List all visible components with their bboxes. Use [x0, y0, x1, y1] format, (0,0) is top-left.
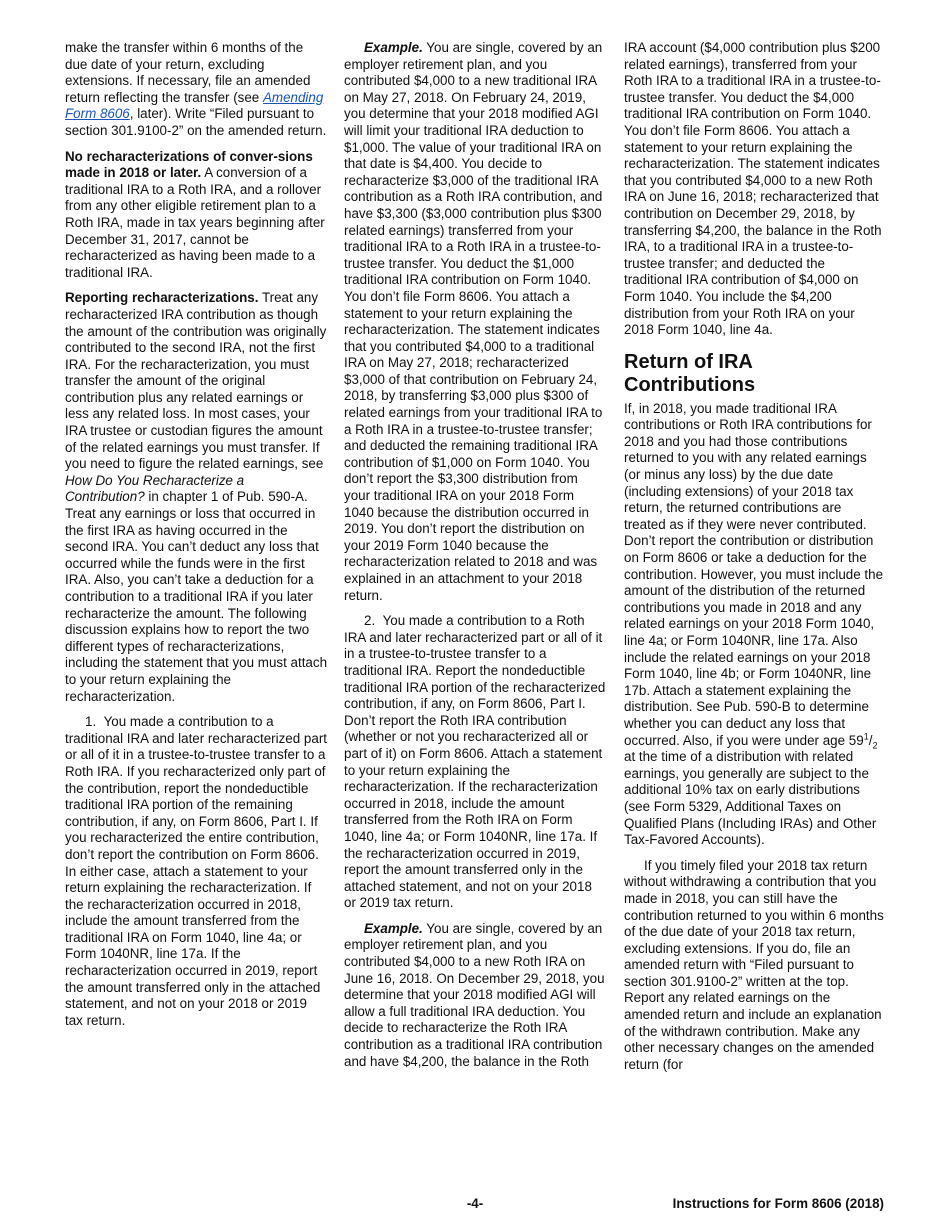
column-left: [65, 40, 327, 1038]
paragraph: 2. You made a contribution to a Roth IRA and later recharacterized part or all of it in a trustee-to-trustee transfer to a traditional IRA. Report the nondeductible traditional IRA portion of the recharacterized contribution, if any, on Form 8606, Part I. Don’t report the Roth IRA contribution (whether or not you recharacterized all or part of it) on Form 8606. Attach a statement to your return explaining the recharacterization. If the recharacterization occurred in 2018, include the amount transferred from the Roth IRA on Form 1040, line 4a; or Form 1040NR, line 17a. If the recharacterization occurred in 2019, report the amount transferred only in the attached statement, and not on your 2018 or 2019 tax return.: [344, 613, 606, 911]
section-heading: Return of IRA Contributions: [624, 350, 756, 396]
example-label: Example.: [364, 920, 423, 936]
footer-title: Instructions for Form 8606 (2018): [672, 1196, 884, 1211]
paragraph: No recharacterizations of conver-sions made in 2018 or later. A conversion of a traditional IRA to a Roth IRA, and a rollover from any other eligible retirement plan to a Roth IRA, made in tax years beginning after December 31, 2017, cannot be recharacterized as having been made to a traditional IRA.: [65, 148, 325, 280]
paragraph: 1. You made a contribution to a traditional IRA and later recharacterized part or all of it in a trustee-to-trustee transfer to a Roth IRA. If you recharacterized only part of the contribution, report the nondeductible traditional IRA portion of the remaining contribution, if any, on Form 8606, Part I. If you recharacterized the entire contribution, don’t report the contribution on Form 8606. In either case, attach a statement to your return explaining the recharacterization. If the recharacterization occurred in 2018, include the amount transferred from the traditional IRA on Form 1040, line 4a; or Form 1040NR, line 17a. If the recharacterization occurred in 2019, report the amount transferred only in the attached statement, and not on your 2018 or 2019 tax return.: [65, 714, 327, 1028]
fraction-slash: /: [868, 732, 873, 748]
paragraph: make the transfer within 6 months of the due date of your return, excluding extensions. If necessary, file an amended return reflecting the transfer (see Amending Form 8606, later). Write “Filed pursuant to section 301.9100-2” on the amended return.: [65, 40, 327, 138]
column-middle: [344, 40, 606, 1079]
paragraph: Example. You are single, covered by an employer retirement plan, and you contributed $4,000 to a new Roth IRA on June 16, 2018. On December 29, 2018, you determine that your 2018 modified AGI will allow a full traditional IRA deduction. You decide to recharacterize the Roth IRA contribution as a traditional IRA contribution and have $4,200, the balance in the Roth: [344, 920, 605, 1069]
paragraph: Reporting recharacterizations. Treat any recharacterized IRA contribution as though the amount of the contribution was originally contributed to the second IRA, not the first IRA. For the recharacterization, you must transfer the amount of the original contribution plus any related earnings or less any related loss. In most cases, your IRA trustee or custodian figures the amount of the related earnings you must transfer. If you need to figure the related earnings, see How Do You Recharacterize a Contribution? in chapter 1 of Pub. 590-A. Treat any earnings or loss that occurred in the first IRA as having occurred in the second IRA. You can’t deduct any loss that occurred while the funds were in the first IRA. Also, you can’t take a deduction for a contribution to a traditional IRA if you later recharacterize the amount. The following discussion explains how to report the two different types of recharacterizations, including the statement that you must attach to your return explaining the recharacterization.: [65, 290, 328, 704]
fraction-numerator: 1: [863, 731, 869, 742]
paragraph: If, in 2018, you made traditional IRA contributions or Roth IRA contributions for 2018 and you had those contributions returned to you with any related earnings (or minus any loss) by the due date (including extensions) of your 2018 tax return, the returned contributions are treated as if they were never contributed. Don’t report the contribution or distribution on Form 8606 or take a deduction for the contribution. However, you must include the amount of the distribution of the returned contributions you made in 2018 and any related earnings on your 2018 Form 1040, line 4a; or Form 1040NR, line 17a. Also include the related earnings on your 2018 Form 1040, line 4b; or Form 1040NR, line 17b. Attach a statement explaining the distribution. See Pub. 590-B to determine whether you can deduct any loss that occurred. Also, if you were under age $59^1/_2$ at the time of a distribution with related earnings, you generally are subject to the additional 10% tax on early distributions (see Form 5329, Additional Taxes on Qualified Plans (Including IRAs) and Other Tax-Favored Accounts).: [624, 400, 884, 848]
paragraph: If you timely filed your 2018 tax return without withdrawing a contribution that you made in 2018, you can still have the contribution returned to you within 6 months of the due date of your 2018 tax return, excluding extensions. If you do, file an amended return with “Filed pursuant to section 301.9100-2” written at the top. Report any related earnings on the amended return and include an explanation of the withdrawn contribution. Make any other necessary changes on the amended return (for: [624, 857, 884, 1072]
fraction-denominator: 2: [872, 740, 878, 751]
page-number: -4-: [466, 1196, 484, 1211]
run-in-heading: Reporting recharacterizations.: [65, 290, 259, 306]
column-right: [624, 40, 886, 1082]
publication-reference: How Do You Recharacterize a Contribution?: [65, 472, 245, 505]
example-label: Example.: [364, 40, 423, 55]
paragraph: Example. You are single, covered by an employer retirement plan, and you contributed $4,000 to a new traditional IRA on May 27, 2018. On February 24, 2019, you determine that your 2018 modified AGI will limit your traditional IRA deduction to $1,000. The value of your traditional IRA on that date is $4,400. You decide to recharacterize $3,000 of the traditional IRA contribution as a Roth IRA contribution, and have $3,300 ($3,000 contribution plus $300 related earnings) transferred from your traditional IRA to a Roth IRA in a trustee-to-trustee transfer. You deduct the $1,000 traditional IRA contribution on Form 1040. You don’t file Form 8606. You attach a statement to your return explaining the recharacterization. The statement indicates that you contributed $4,000 to a traditional IRA on May 27, 2018; recharacterized $3,000 of that contribution on February 24, 2018, by transferring $3,000 plus $300 of related earnings from your traditional IRA to a Roth IRA in a trustee-to-trustee transfer; and deducted the remaining traditional IRA contribution of $1,000 on Form 1040. You don’t report the $3,300 distribution from your traditional IRA on your 2018 Form 1040 because the distribution occurred in 2019. You don’t report the distribution on your 2019 Form 1040 because the recharacterization related to 2018 and was explained in an attachment to your 2018 return.: [344, 40, 603, 603]
amending-form-8606-link[interactable]: Amending Form 8606: [65, 89, 324, 122]
run-in-heading: No recharacterizations of conver-sions made in 2018 or later.: [65, 148, 313, 181]
paragraph: IRA account ($4,000 contribution plus $200 related earnings), transferred from your Roth IRA to a traditional IRA in a trustee-to-trustee transfer. You deduct the $4,000 traditional IRA contribution on Form 1040. You don’t file Form 8606. You attach a statement to your return explaining the recharacterization. The statement indicates that you contributed $4,000 to a new Roth IRA on June 16, 2018; recharacterized that contribution on December 29, 2018, by transferring $4,200, the balance in the Roth IRA, to a traditional IRA in a trustee-to-trustee transfer; and deducted the traditional IRA contribution of $4,000 on Form 1040. You include the $4,200 distribution from your Roth IRA on your 2018 Form 1040, line 4a.: [624, 40, 882, 338]
